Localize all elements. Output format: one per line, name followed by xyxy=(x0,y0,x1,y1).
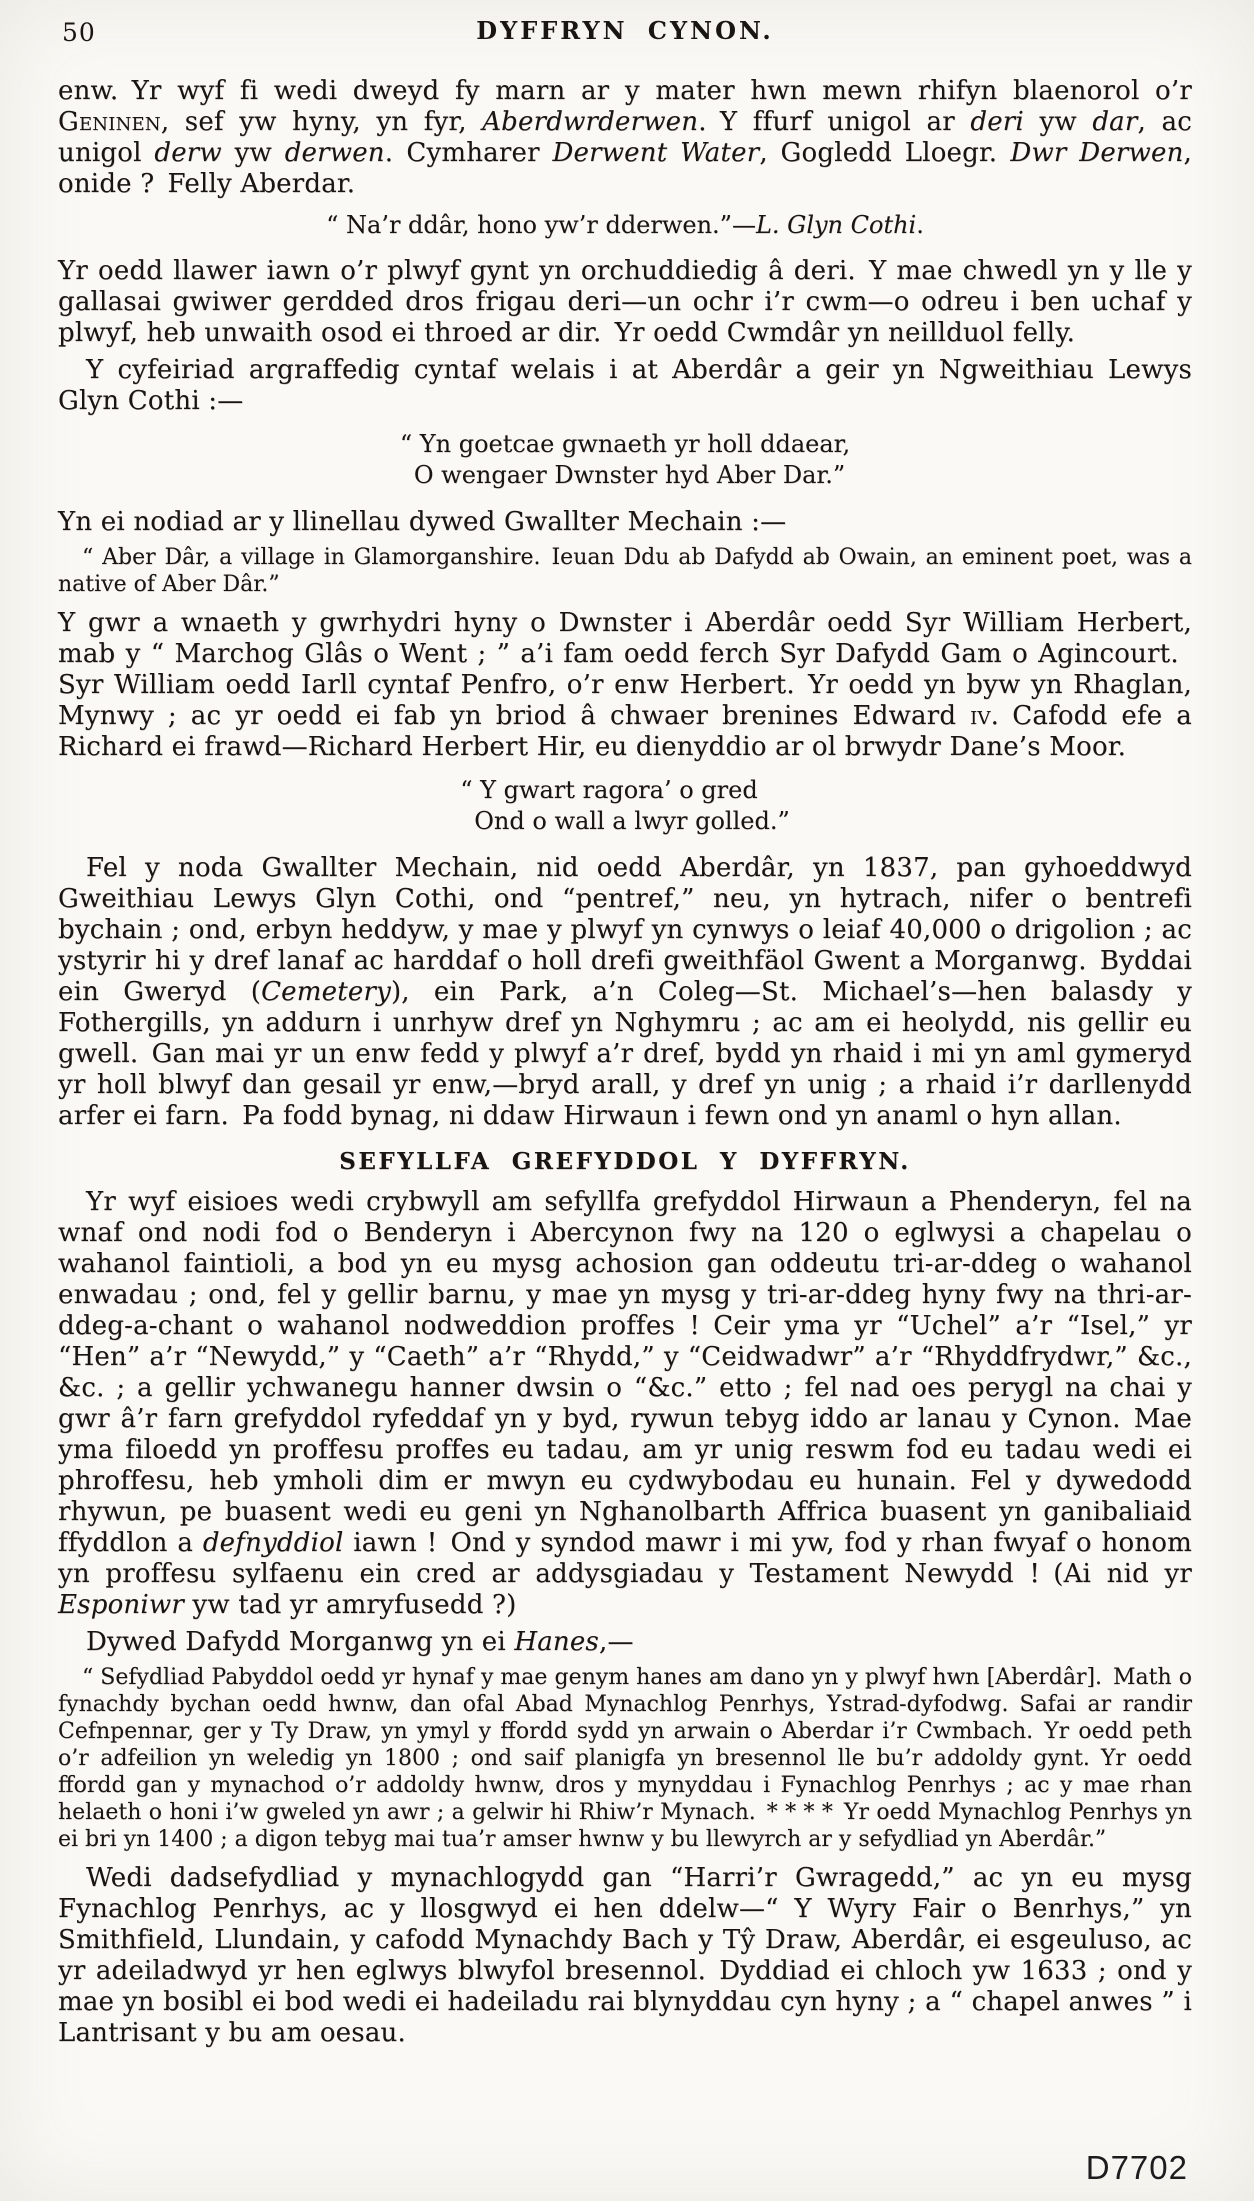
paragraph: Fel y noda Gwallter Mechain, nid oedd Aberdâr, yn 1837, pan gyhoeddwyd Gweithiau Lewys Glyn Cothi, ond “pentref,” neu, yn hytrach, nifer o bentrefi bychain ; ond, erbyn heddyw, y mae y plwyf yn cynwys o leiaf 40,000 o drigolion ; ac ystyrir hi y dref lanaf ac harddaf o holl drefi gweithfäol Gwent a Morganwg. Byddai ein Gweryd (Cemetery), ein Park, a’n Coleg—St. Michael’s—hen balasdy y Fothergills, yn addurn i unrhyw dref yn Nghymru ; ac am ei heolydd, nis gellir eu gwell. Gan mai yr un enw fedd y plwyf a’r dref, bydd yn rhaid i mi yn aml gymeryd yr holl blwyf dan gesail yr enw,—bryd arall, y dref yn unig ; a rhaid i’r darllenydd arfer ei farn. Pa fodd bynag, ni ddaw Hirwaun i fewn ond yn anaml o hyn allan. xyxy=(58,853,1192,1131)
verse-quote xyxy=(460,775,789,837)
running-title: DYFFRYN CYNON. xyxy=(476,16,774,45)
paragraph: enw. Yr wyf fi wedi dweyd fy marn ar y mater hwn mewn rhifyn blaenorol o’r Geninen, sef yw hyny, yn fyr, Aberdwrderwen. Y ffurf unigol ar deri yw dar, ac unigol derw yw derwen. Cymharer Derwent Water, Gogledd Lloegr. Dwr Derwen, onide ? Felly Aberdar. xyxy=(58,76,1192,199)
paragraph: Wedi dadsefydliad y mynachlogydd gan “Harri’r Gwragedd,” ac yn eu mysg Fynachlog Penrhys, ac y llosgwyd ei hen ddelw—“ Y Wyry Fair o Benrhys,” yn Smithfield, Llundain, y cafodd Mynachdy Bach y Tŷ Draw, Aberdâr, ei esgeuluso, ac yr adeiladwyd yr hen eglwys blwyfol bresennol. Dyddiad ei chloch yw 1633 ; ond y mae yn bosibl ei bod wedi ei hadeiladu rai blynyddau cyn hyny ; a “ chapel anwes ” i Lantrisant y bu am oesau. xyxy=(58,1863,1192,2048)
page-header xyxy=(58,16,1192,54)
paragraph: Y gwr a wnaeth y gwrhydri hyny o Dwnster i Aberdâr oedd Syr William Herbert, mab y “ Marchog Glâs o Went ; ” a’i fam oedd ferch Syr Dafydd Gam o Agincourt. Syr William oedd Iarll cyntaf Penfro, o’r enw Herbert. Yr oedd yn byw yn Rhaglan, Mynwy ; ac yr oedd ei fab yn briod â chwaer brenines Edward iv. Cafodd efe a Richard ei frawd—Richard Herbert Hir, eu dienyddio ar ol brwydr Dane’s Moor. xyxy=(58,608,1192,762)
section-heading: SEFYLLFA GREFYDDOL Y DYFFRYN. xyxy=(339,1148,911,1175)
catalog-stamp: D7702 xyxy=(1085,2149,1188,2186)
paragraph: Dywed Dafydd Morganwg yn ei Hanes,— xyxy=(86,1627,634,1657)
paragraph: Yn ei nodiad ar y llinellau dywed Gwallter Mechain :— xyxy=(58,507,787,537)
block-quote: “ Aber Dâr, a village in Glamorganshire. Ieuan Ddu ab Dafydd ab Owain, an eminent poet, was a native of Aber Dâr.” xyxy=(58,545,1192,597)
paragraph: Yr oedd llawer iawn o’r plwyf gynt yn orchuddiedig â deri. Y mae chwedl yn y lle y gallasai gwiwer gerdded dros frigau deri—un ochr i’r cwm—o odreu i ben uchaf y plwyf, heb unwaith osod ei throed ar dir. Yr oedd Cwmdâr yn neillduol felly. xyxy=(58,256,1192,348)
page-number: 50 xyxy=(62,18,96,47)
verse-line: “ Y gwart ragora’ o gred xyxy=(460,776,758,804)
block-quote: “ Sefydliad Pabyddol oedd yr hynaf y mae genym hanes am dano yn y plwyf hwn [Aberdâr]. Math o fynachdy bychan oedd hwnw, dan ofal Abad Mynachlog Penrhys, Ystrad-dyfodwg. Safai ar randir Cefnpennar, ger y Ty Draw, yn ymyl y ffordd sydd yn arwain o Aberdar i’r Cwmbach. Yr oedd peth o’r adfeilion yn weledig yn 1800 ; ond saif planigfa yn bresennol lle bu’r addoldy gynt. Yr oedd ffordd gan y mynachod o’r addoldy hwnw, dros y mynyddau i Fynachlog Penrhys ; ac y mae rhan helaeth o honi i’w gweled yn awr ; a gelwir hi Rhiw’r Mynach. * * * * Yr oedd Mynachlog Penrhys yn ei bri yn 1400 ; a digon tebyg mai tua’r amser hwnw y bu llewyrch ar y sefydliad yn Aberdâr.” xyxy=(58,1665,1192,1852)
verse-line: O wengaer Dwnster hyd Aber Dar.” xyxy=(413,461,846,489)
verse-line: “ Yn goetcae gwnaeth yr holl ddaear, xyxy=(399,430,851,458)
paragraph: Y cyfeiriad argraffedig cyntaf welais i at Aberdâr a geir yn Ngweithiau Lewys Glyn Cothi :— xyxy=(58,355,1192,416)
quote-line-attributed: “ Na’r ddâr, hono yw’r dderwen.”—L. Glyn Cothi. xyxy=(326,211,924,239)
paragraph: Yr wyf eisioes wedi crybwyll am sefyllfa grefyddol Hirwaun a Phenderyn, fel na wnaf ond nodi fod o Benderyn i Abercynon fwy na 120 o eglwysi a chapelau o wahanol faintioli, a bod yn eu mysg achosion gan oddeutu tri-ar-ddeg o wahanol enwadau ; ond, fel y gellir barnu, y mae yn mysg y tri-ar-ddeg hyny fwy na thri-ar-ddeg-a-chant o wahanol nodweddion proffes ! Ceir yma yr “Uchel” a’r “Isel,” yr “Hen” a’r “Newydd,” y “Caeth” a’r “Rhydd,” y “Ceidwadwr” a’r “Rhyddfrydwr,” &c., &c. ; a gellir ychwanegu hanner dwsin o “&c.” etto ; fel nad oes perygl na chai y gwr â’r farn grefyddol ryfeddaf yn y byd, rywun tebyg iddo ar lanau y Cynon. Mae yma filoedd yn proffesu proffes eu tadau, am yr unig reswm fod eu tadau wedi ei phroffesu, heb ymholi dim er mwyn eu cydwybodau eu hunain. Fel y dywedodd rhywun, pe buasent wedi eu geni yn Nghanolbarth Affrica buasent yn ganibaliaid ffyddlon a defnyddiol iawn ! Ond y syndod mawr i mi yw, fod y rhan fwyaf o honom yn proffesu sylfaenu ein cred ar addysgiadau y Testament Newydd ! (Ai nid yr Esponiwr yw tad yr amryfusedd ?) xyxy=(58,1187,1193,1620)
verse-line: Ond o wall a lwyr golled.” xyxy=(474,807,790,835)
verse-quote xyxy=(400,429,850,491)
